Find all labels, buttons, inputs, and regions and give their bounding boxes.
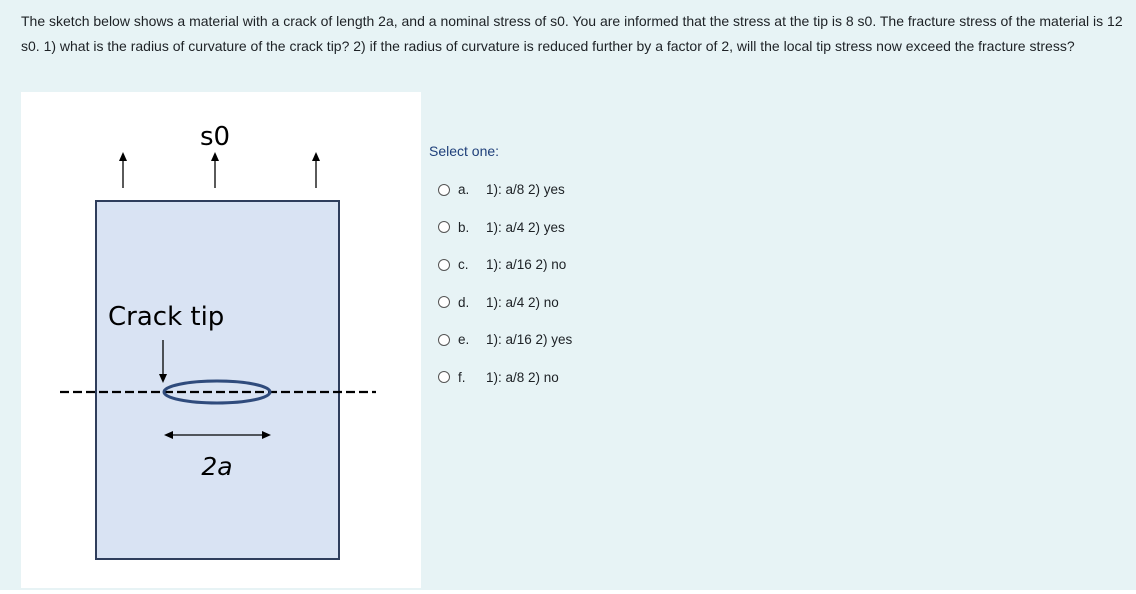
option-text: 1): a/4 2) no <box>486 294 559 310</box>
crack-tip-label: Crack tip <box>108 302 225 332</box>
crack-diagram <box>21 92 421 588</box>
option-letter: f. <box>458 369 466 385</box>
radio-button-f[interactable] <box>438 371 450 383</box>
radio-button-c[interactable] <box>438 259 450 271</box>
option-letter: a. <box>458 182 470 198</box>
option-letter: c. <box>458 257 469 273</box>
radio-button-e[interactable] <box>438 334 450 346</box>
stress-label: s0 <box>199 122 231 152</box>
answer-option-f[interactable] <box>429 359 929 397</box>
answer-option-b[interactable] <box>429 209 929 247</box>
answer-options <box>429 171 929 396</box>
answer-option-d[interactable] <box>429 284 929 322</box>
option-text: 1): a/4 2) yes <box>486 219 565 235</box>
radio-button-b[interactable] <box>438 221 450 233</box>
stress-arrowhead-middle <box>211 152 219 161</box>
option-text: 1): a/16 2) no <box>486 257 567 273</box>
answer-option-c[interactable] <box>429 246 929 284</box>
option-letter: e. <box>458 332 470 348</box>
option-letter: d. <box>458 294 470 310</box>
answer-block <box>429 139 929 396</box>
crack-diagram-svg <box>21 92 421 588</box>
option-text: 1): a/8 2) no <box>486 369 559 385</box>
radio-button-d[interactable] <box>438 296 450 308</box>
stress-arrowhead-right <box>312 152 320 161</box>
select-one-prompt: Select one: <box>429 143 500 159</box>
answer-option-e[interactable] <box>429 321 929 359</box>
stress-arrows <box>119 152 320 188</box>
option-letter: b. <box>458 219 470 235</box>
option-text: 1): a/8 2) yes <box>486 182 565 198</box>
stress-arrowhead-left <box>119 152 127 161</box>
crack-length-label: 2a <box>201 452 233 481</box>
bottom-strip <box>0 590 1136 594</box>
answer-option-a[interactable] <box>429 171 929 209</box>
question-text: The sketch below shows a material with a crack of length 2a, and a nominal stress of s0. You are informed that the stress at the tip is 8 s0. The fracture stress of the material is 12 s0. 1) what is the radius of curvature of the crack tip? 2) if the radius of curvature is reduced further by a factor of 2, will the local tip stress now exceed the fracture stress? <box>21 13 1123 54</box>
option-text: 1): a/16 2) yes <box>486 332 573 348</box>
radio-button-a[interactable] <box>438 184 450 196</box>
